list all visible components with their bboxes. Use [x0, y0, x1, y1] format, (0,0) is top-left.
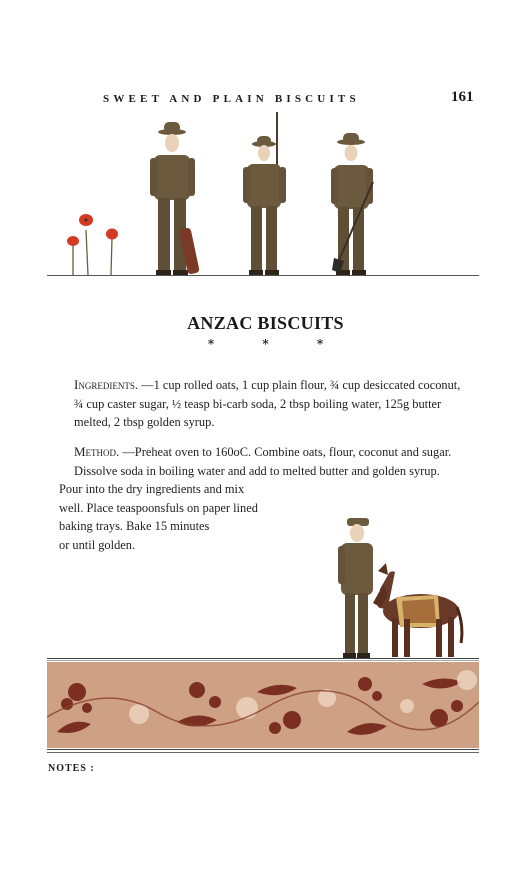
method-line: well. Place teaspoonsfuls on paper lined: [59, 500, 258, 515]
method-lead: Method.: [74, 444, 120, 459]
method-line: or until golden.: [59, 537, 136, 552]
running-head: SWEET AND PLAIN BISCUITS: [103, 93, 360, 105]
ingredients-text: —1 cup rolled oats, 1 cup plain flour, ¾ cup desiccated coconut, ¾ cup caster sugar, ½ teasp bi-carb soda, 2 tbsp boiling water, 125g butter melted, 2 tbsp golden syrup.: [74, 378, 461, 429]
soldier-figure: [150, 122, 200, 275]
donkey-figure: [373, 563, 462, 657]
notes-label: NOTES :: [48, 763, 95, 774]
method-line: Pour into the dry ingredients and mix: [59, 482, 245, 496]
page-number: 161: [451, 89, 474, 105]
wall-bottom-rule: [47, 749, 479, 750]
soldier-figure: [331, 133, 373, 275]
wall-bottom-rule: [47, 752, 479, 753]
soldier-figure: [338, 518, 373, 658]
ingredients-paragraph: [59, 376, 464, 432]
method-text: —Preheat oven to 160oC. Combine oats, flour, coconut and sugar. Dissolve soda in boiling water and add to melted butter and golden syrup.: [74, 445, 452, 478]
soldiers-illustration: [55, 110, 385, 278]
title-ornament: * * *: [207, 337, 346, 351]
wall-top-rule: [47, 660, 479, 661]
soldier-donkey-illustration: [328, 515, 468, 660]
poppy-icon: [67, 214, 118, 275]
method-line: baking trays. Bake 15 minutes: [59, 519, 210, 533]
floral-wallpaper-band: [47, 662, 479, 748]
wall-top-rule: [47, 658, 479, 659]
ground-line: [47, 275, 479, 276]
soldier-figure: [243, 112, 286, 275]
recipe-title: ANZAC BISCUITS: [187, 313, 344, 333]
ingredients-lead: Ingredients.: [74, 377, 139, 392]
